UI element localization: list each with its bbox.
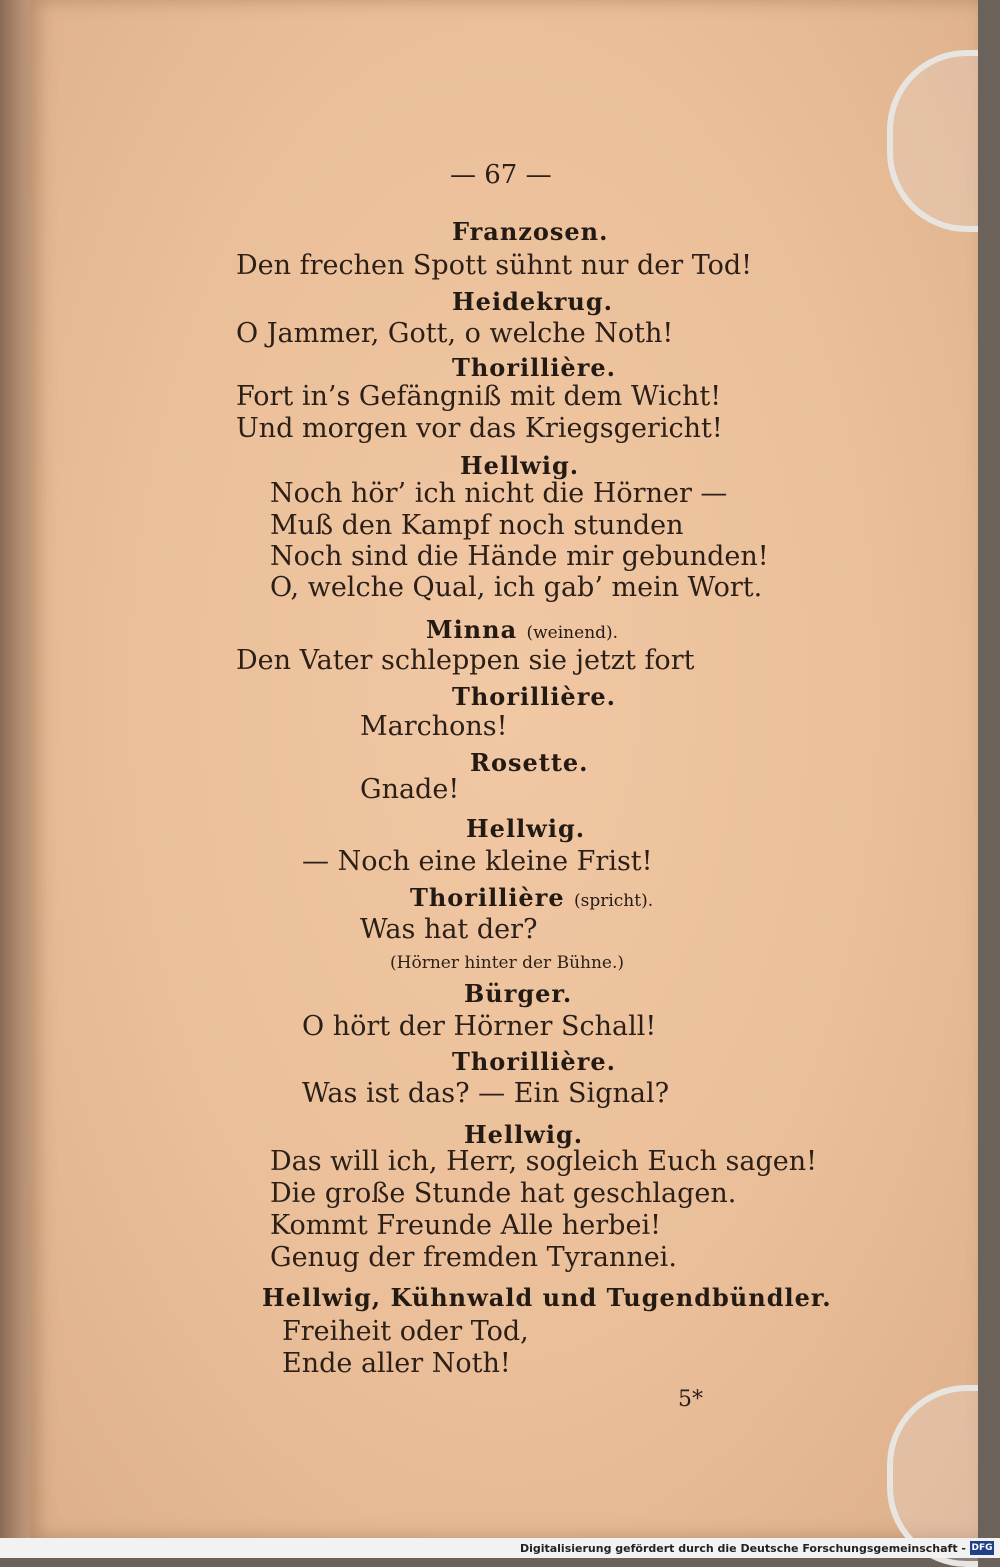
verse-line: Und morgen vor das Kriegsgericht!: [236, 413, 723, 444]
verse-line: O Jammer, Gott, o welche Noth!: [236, 318, 674, 349]
speaker-label: Thorillière.: [452, 353, 616, 382]
verse-line: Die große Stunde hat geschlagen.: [270, 1178, 737, 1209]
verse-line: Ende aller Noth!: [282, 1348, 511, 1379]
verse-line: Den Vater schleppen sie jetzt fort: [236, 645, 695, 676]
speaker-label: Hellwig.: [460, 451, 580, 480]
stage-direction: (Hörner hinter der Bühne.): [390, 953, 625, 973]
footer-bar: [0, 1538, 1000, 1558]
verse-line: Muß den Kampf noch stunden: [270, 510, 684, 541]
book-page: [30, 0, 978, 1538]
verse-line: Noch hör’ ich nicht die Hörner —: [270, 478, 728, 509]
speaker-label: Hellwig, Kühnwald und Tugendbündler.: [262, 1283, 832, 1312]
speaker-label: Hellwig.: [466, 814, 586, 843]
dfg-logo: DFG: [971, 1543, 993, 1553]
verse-line: Gnade!: [360, 774, 460, 805]
speaker-label: Bürger.: [464, 979, 573, 1008]
stage-note: (spricht).: [573, 891, 654, 911]
speaker-label: Thorillière.: [452, 1047, 616, 1076]
speaker-label: [410, 883, 653, 912]
verse-line: Genug der fremden Tyrannei.: [270, 1242, 677, 1273]
verse-line: Freiheit oder Tod,: [282, 1316, 529, 1347]
verse-line: O hört der Hörner Schall!: [302, 1011, 657, 1042]
verse-line: Fort in’s Gefängniß mit dem Wicht!: [236, 381, 722, 412]
verse-line: Noch sind die Hände mir gebunden!: [270, 541, 769, 572]
signature-mark: 5*: [678, 1387, 703, 1412]
verse-line: O, welche Qual, ich gab’ mein Wort.: [270, 572, 763, 603]
speaker-name: Thorillière: [410, 883, 565, 912]
verse-line: Kommt Freunde Alle herbei!: [270, 1210, 661, 1241]
page-clip-top: [887, 50, 978, 232]
verse-line: Den frechen Spott sühnt nur der Tod!: [236, 250, 753, 281]
speaker-label: Heidekrug.: [452, 287, 613, 316]
footer-credit: Digitalisierung gefördert durch die Deutsche Forschungsgemeinschaft -: [519, 1542, 966, 1555]
speaker-label: Thorillière.: [452, 682, 616, 711]
verse-line: Marchons!: [360, 711, 508, 742]
speaker-label: Rosette.: [470, 748, 589, 777]
verse-line: Was hat der?: [360, 914, 538, 945]
verse-line: Was ist das? — Ein Signal?: [302, 1078, 670, 1109]
verse-line: Das will ich, Herr, sogleich Euch sagen!: [270, 1146, 818, 1177]
verse-line: — Noch eine kleine Frist!: [302, 846, 653, 877]
speaker-label: Hellwig.: [464, 1120, 584, 1149]
speaker-name: Minna: [426, 615, 518, 644]
page-number: — 67 —: [450, 160, 552, 190]
speaker-label: [426, 615, 618, 644]
speaker-label: Franzosen.: [452, 217, 609, 246]
stage-note: (weinend).: [526, 623, 619, 643]
